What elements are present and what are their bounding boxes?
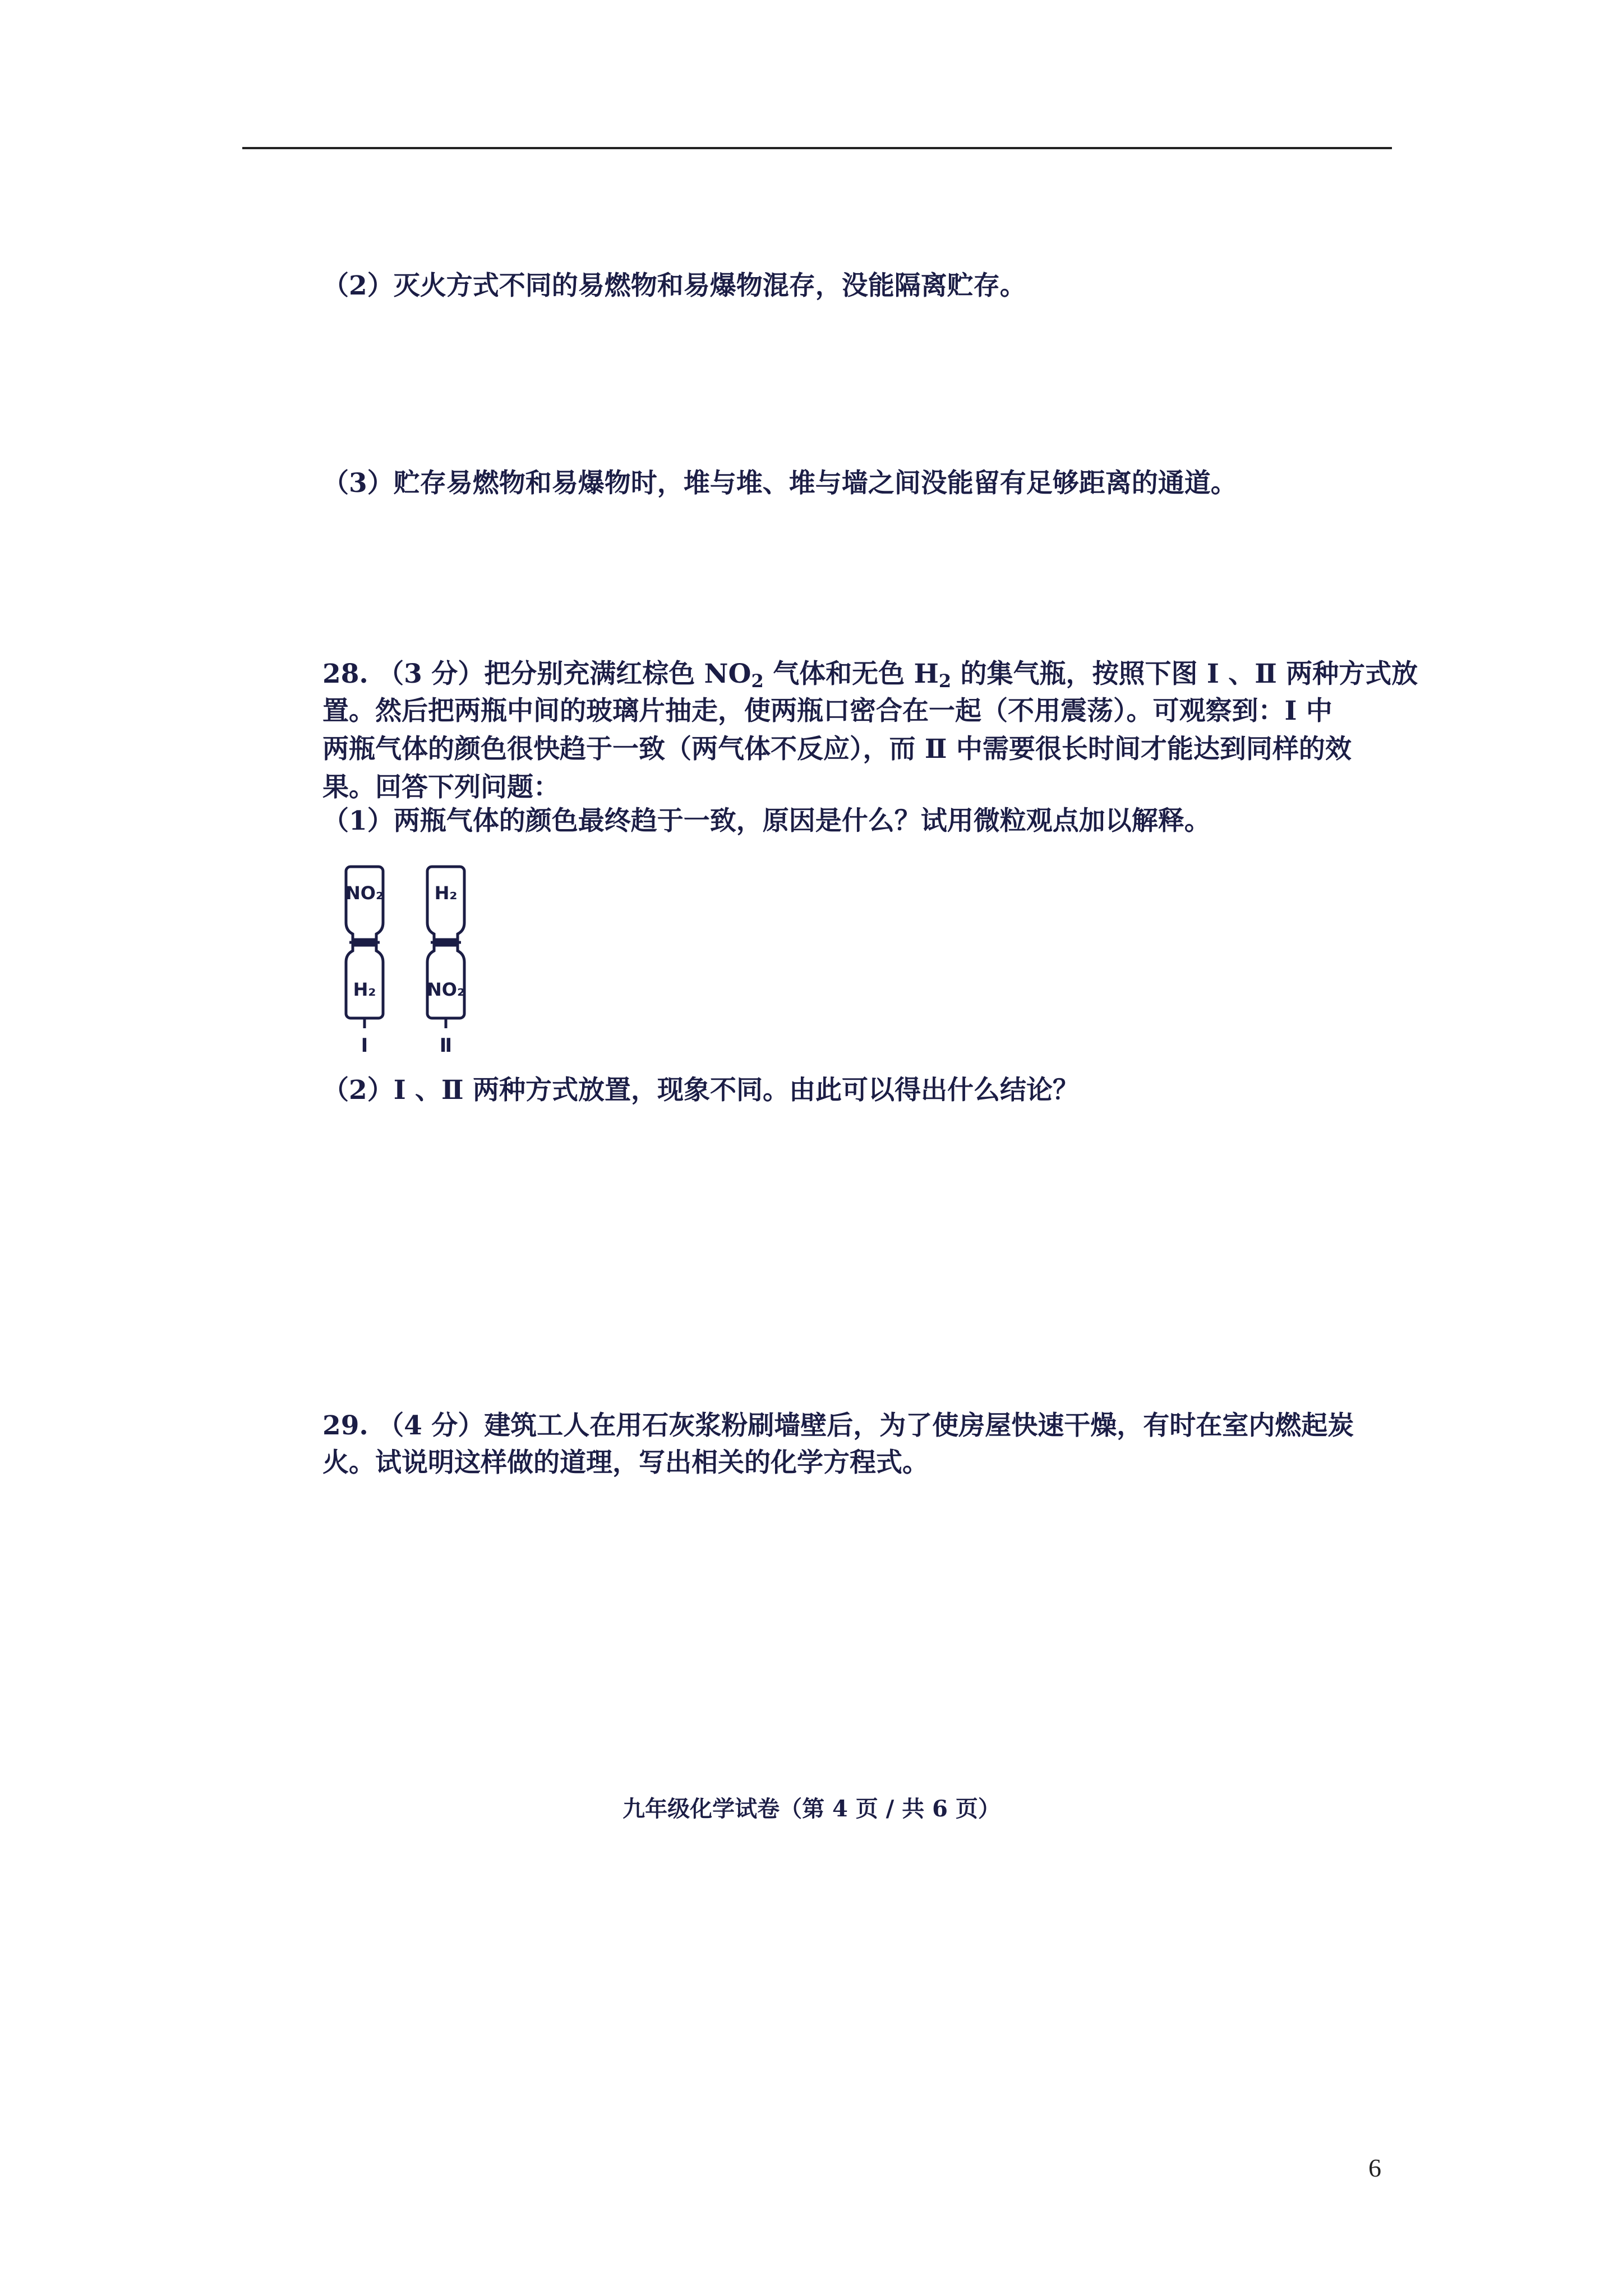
q28-line4: 果。回答下列问题： (322, 772, 560, 803)
q28-line1: 28. （3 分）把分别充满红棕色 $NO_2$ 气体和无色 $H_2$ 的集气瓶，按照下图 Ⅰ 、Ⅱ 两种方式放 (322, 659, 1418, 692)
page-footer: 九年级化学试卷（第 4 页 / 共 6 页） (623, 1796, 1000, 1822)
header-rule (242, 147, 1392, 149)
setup1-numeral: Ⅰ (361, 1034, 368, 1057)
page-number: 6 (1368, 2154, 1381, 2182)
q29-line1: 29. （4 分）建筑工人在用石灰浆粉刷墙壁后，为了使房屋快速干燥，有时在室内燃起炭 (322, 1410, 1354, 1441)
q27-part3: （3）贮存易燃物和易爆物时，堆与堆、堆与墙之间没能留有足够距离的通道。 (322, 468, 1237, 499)
setup2-bottom-label: NO₂ (427, 979, 465, 1000)
q28-line3: 两瓶气体的颜色很快趋于一致（两气体不反应），而 Ⅱ 中需要很长时间才能达到同样的效 (322, 734, 1352, 765)
q27-part2: （2）灭火方式不同的易燃物和易爆物混存，没能隔离贮存。 (322, 270, 1026, 301)
setup2-numeral: Ⅱ (439, 1034, 453, 1057)
gas-bottles-figure (339, 861, 508, 1063)
q28-line2: 置。然后把两瓶中间的玻璃片抽走，使两瓶口密合在一起（不用震荡）。可观察到：Ⅰ 中 (322, 696, 1332, 726)
setup1-top-label: NO₂ (345, 882, 384, 904)
gas-bottles-diagram (339, 861, 508, 1063)
q28-part2: （2）Ⅰ 、Ⅱ 两种方式放置，现象不同。由此可以得出什么结论？ (322, 1075, 1080, 1106)
setup1-bottom-label: H₂ (353, 979, 376, 1000)
q28-part1: （1）两瓶气体的颜色最终趋于一致，原因是什么？试用微粒观点加以解释。 (322, 806, 1211, 836)
setup2-top-label: H₂ (434, 882, 458, 904)
q29-line2: 火。试说明这样做的道理，写出相关的化学方程式。 (322, 1447, 929, 1478)
